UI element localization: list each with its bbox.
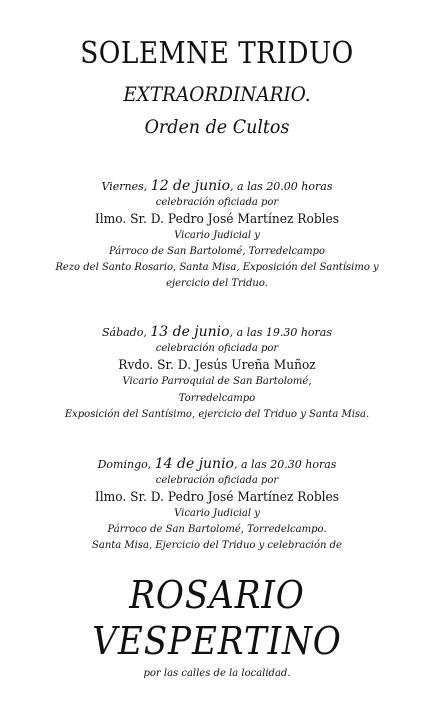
event-date: [0, 178, 434, 194]
event-date: [0, 456, 434, 472]
event-date-suffix: , a las 20.30 horas: [233, 458, 337, 471]
subtitle: EXTRAORDINARIO.: [123, 82, 311, 106]
event-detail: Exposición del Santísimo, ejercicio del Triduo y Santa Misa.: [64, 409, 370, 420]
subheading: Orden de Cultos: [144, 116, 290, 138]
event-detail: Vicario Parroquial de San Bartolomé,: [122, 376, 312, 387]
closing-title-line2: VESPERTINO: [92, 619, 342, 663]
event-celebrant: Ilmo. Sr. D. Pedro José Martínez Robles: [94, 212, 340, 227]
event-celebration: celebración oficiada por: [155, 343, 279, 354]
event-date-main: 12 de junio: [150, 178, 231, 194]
closing-title-line1: ROSARIO: [129, 573, 305, 617]
event-celebrant: Ilmo. Sr. D. Pedro José Martínez Robles: [94, 490, 340, 505]
event-detail: Párroco de San Bartolomé, Torredelcampo: [108, 246, 326, 257]
event-date: [0, 324, 434, 340]
closing-footer: por las calles de la localidad.: [143, 668, 291, 679]
event-detail: Vicario Judicial y: [174, 508, 260, 519]
event-detail: Párroco de San Bartolomé, Torredelcampo.: [107, 524, 327, 535]
event-detail: Vicario Judicial y: [174, 230, 260, 241]
event-date-suffix: , a las 20.00 horas: [230, 180, 333, 193]
main-title: SOLEMNE TRIDUO: [80, 36, 354, 71]
event-date-prefix: Sábado,: [101, 326, 151, 339]
event-date-prefix: Domingo,: [97, 458, 155, 471]
event-date-prefix: Viernes,: [101, 180, 151, 193]
event-detail: Torredelcampo: [178, 393, 256, 404]
event-detail: Rezo del Santo Rosario, Santa Misa, Exposición del Santísimo y: [55, 262, 379, 273]
event-celebration: celebración oficiada por: [155, 197, 279, 208]
event-date-main: 13 de junio: [150, 324, 230, 340]
event-celebrant: Rvdo. Sr. D. Jesús Ureña Muñoz: [118, 358, 316, 373]
event-detail: ejercicio del Triduo.: [166, 278, 268, 289]
event-detail: Santa Misa, Ejercicio del Triduo y celebración de: [92, 540, 342, 551]
event-date-suffix: , a las 19.30 horas: [229, 326, 333, 339]
event-date-main: 14 de junio: [154, 456, 234, 472]
event-celebration: celebración oficiada por: [155, 475, 279, 486]
